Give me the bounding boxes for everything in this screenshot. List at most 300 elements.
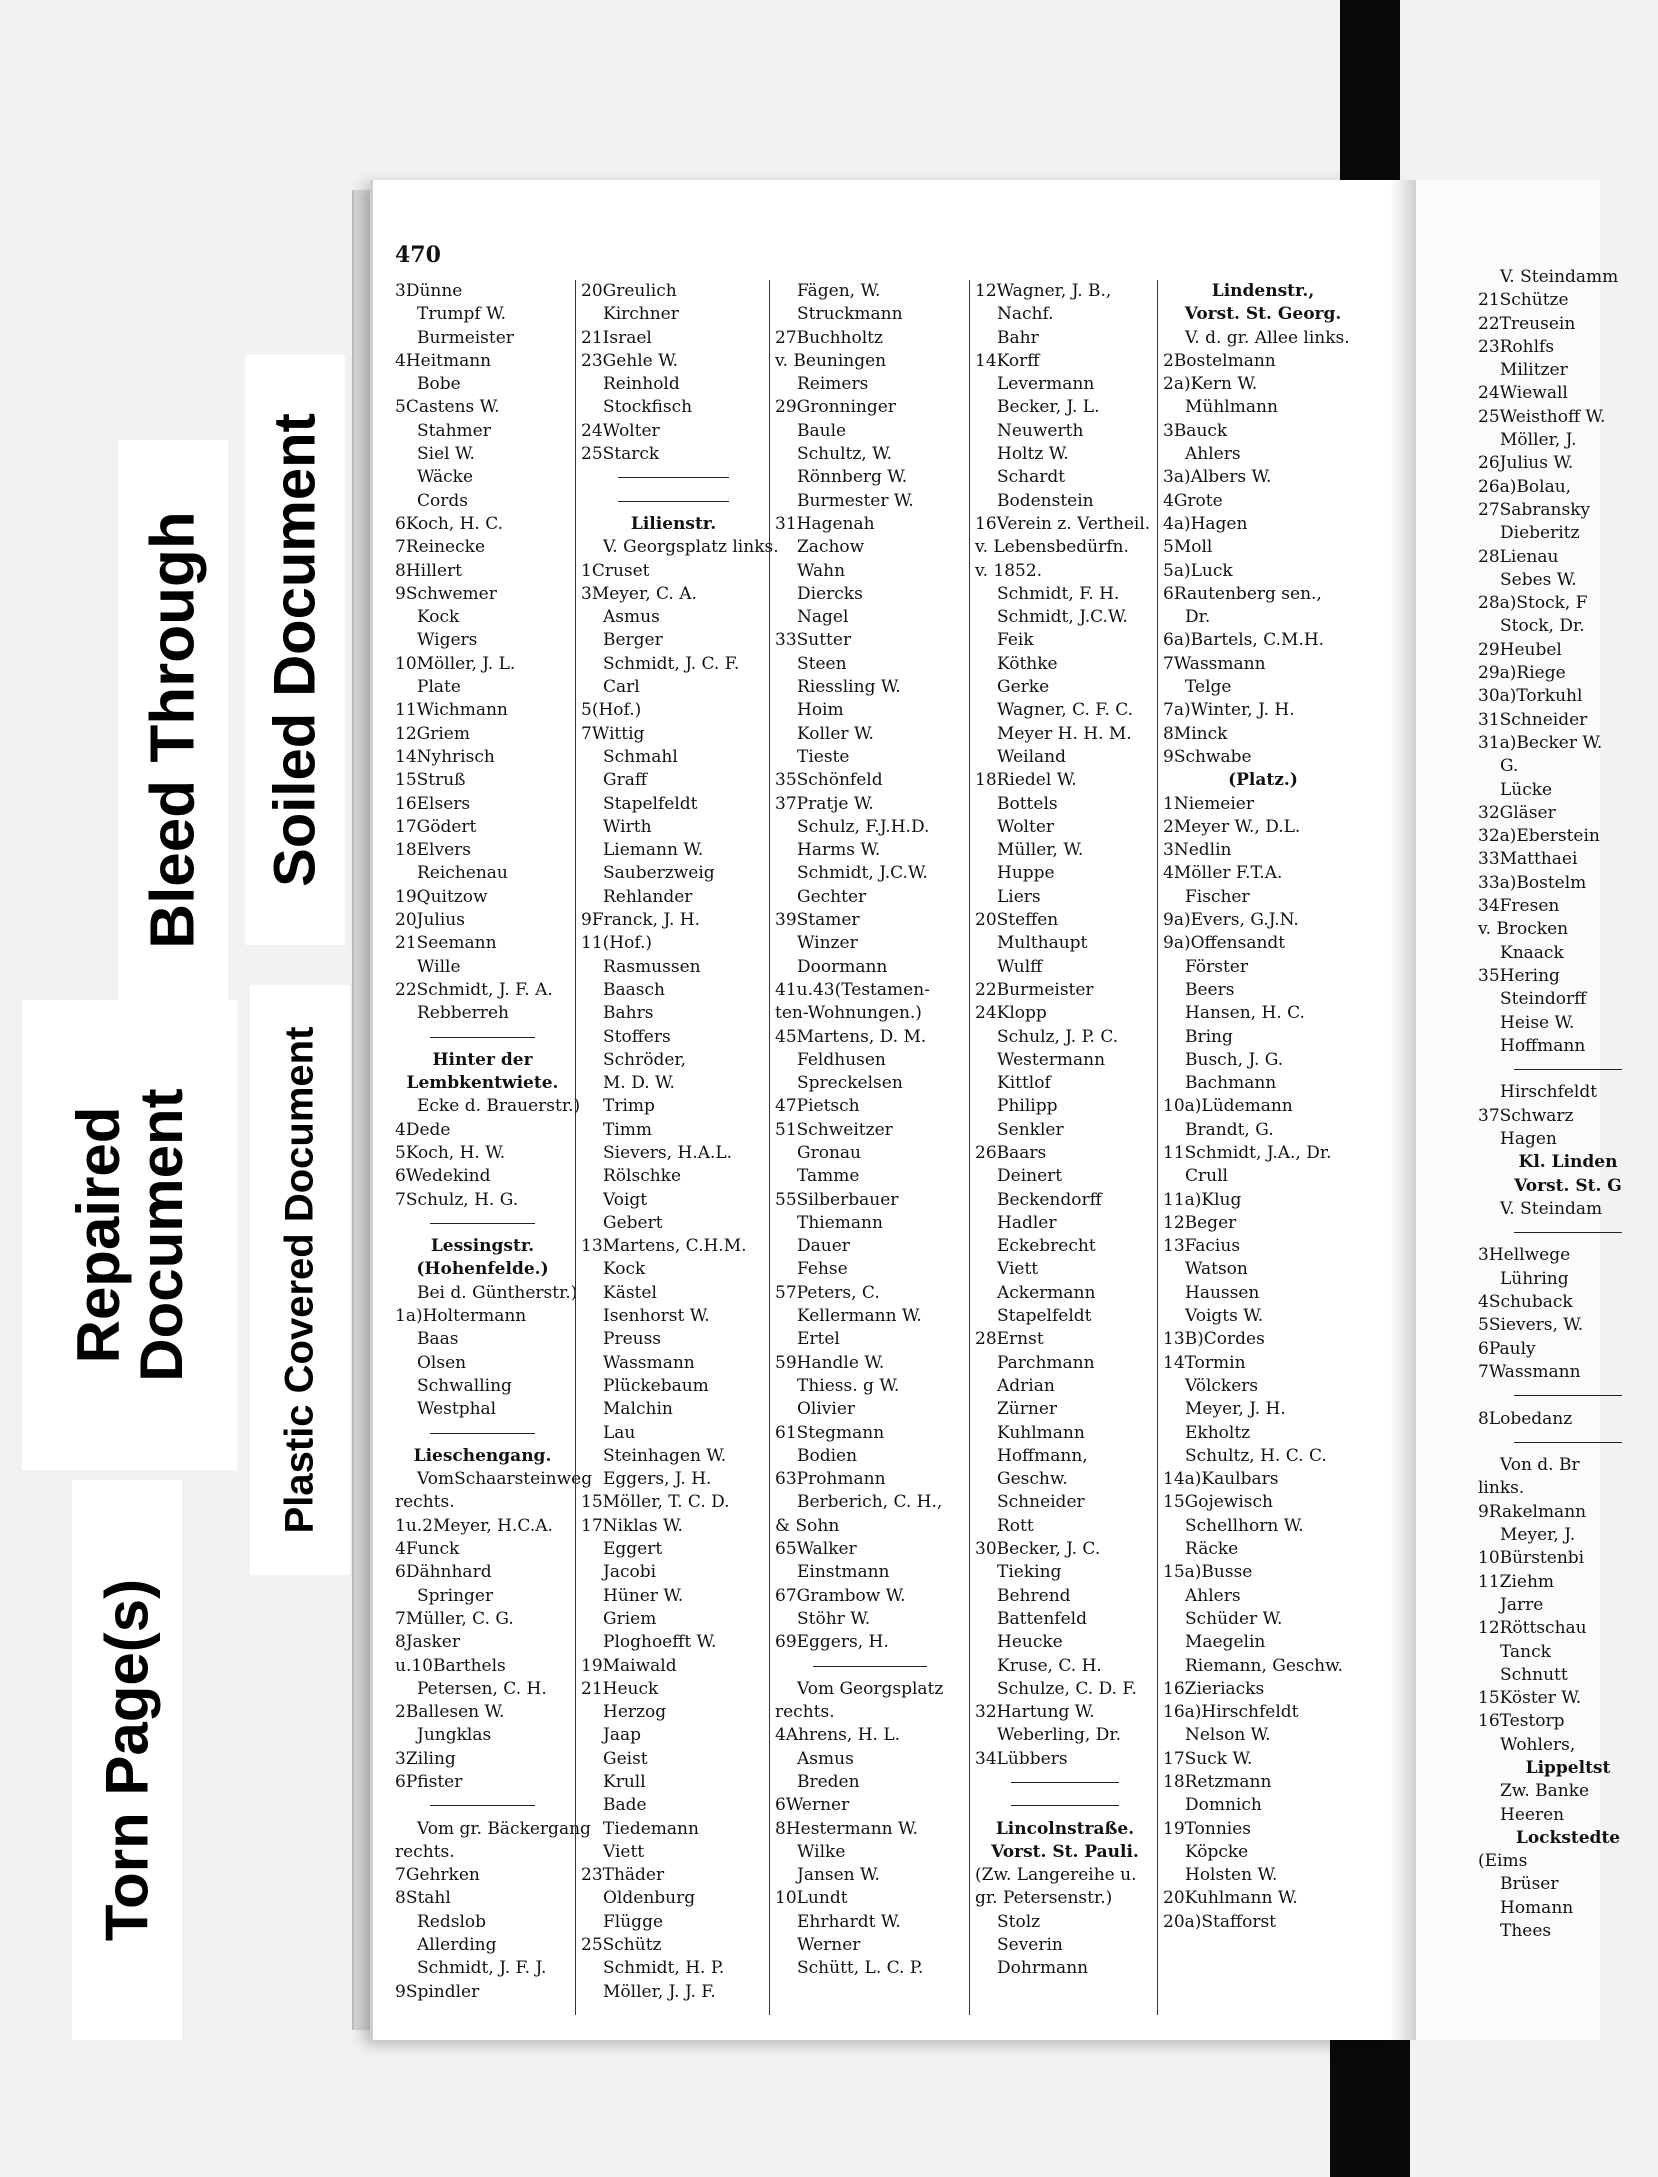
directory-entry: Thees [1500,1921,1552,1942]
directory-entry: Viett [603,1841,645,1862]
directory-entry: Springer [417,1585,494,1606]
directory-entry: 32Hartung W. [975,1702,1095,1723]
directory-entry: Griem [603,1608,657,1629]
directory-entry: Gronau [797,1142,861,1163]
street-heading: Kl. Linden [1518,1152,1618,1173]
directory-entry: gr. Petersenstr.) [975,1888,1113,1909]
column-2 [581,280,779,2004]
directory-entry: 11Ziehm [1478,1571,1555,1592]
directory-entry: Olsen [417,1352,467,1373]
directory-entry: Cords [417,490,468,511]
directory-entry: 6a)Bartels, C.M.H. [1163,630,1325,651]
directory-entry: Schröder, [603,1049,687,1070]
directory-entry: Schmidt, J. F. J. [417,1958,547,1979]
directory-entry: 1Niemeier [1163,793,1254,814]
directory-entry: 8Hestermann W. [775,1818,918,1839]
directory-entry: 19Tonnies [1163,1818,1252,1839]
directory-entry: 13Martens, C.H.M. [581,1236,747,1257]
directory-entry: Schulze, C. D. F. [997,1678,1137,1699]
directory-entry: 69Eggers, H. [775,1632,889,1653]
directory-entry: Levermann [997,374,1095,395]
directory-entry: 4Schuback [1478,1292,1573,1313]
directory-entry: Schwalling [417,1375,512,1396]
directory-entry: 9a)Evers, G.J.N. [1163,910,1299,931]
directory-entry: 18Elvers [395,840,471,861]
directory-entry: 1u.2Meyer, H.C.A. [395,1515,553,1536]
directory-entry: Vom Georgsplatz [797,1678,944,1699]
directory-entry: 15a)Busse [1163,1562,1253,1583]
directory-entry: 28Lienau [1478,546,1559,567]
directory-entry: Parchmann [997,1352,1095,1373]
directory-entry: 24Wolter [581,420,660,441]
directory-entry: 41u.43(Testamen- [775,979,930,1000]
column-3 [775,280,965,1981]
directory-entry: Sebes W. [1500,569,1577,590]
directory-entry: Kruse, C. H. [997,1655,1102,1676]
directory-entry: Schulz, F.J.H.D. [797,816,930,837]
street-heading: Lieschengang. [413,1445,552,1466]
column-rule-4 [1157,280,1158,2015]
directory-entry: Tieste [797,746,850,767]
directory-entry: Jaap [603,1725,641,1746]
directory-entry: 8Stahl [395,1888,451,1909]
directory-entry: Hansen, H. C. [1185,1003,1305,1024]
directory-entry: 26Julius W. [1478,453,1574,474]
directory-entry: Stapelfeldt [997,1306,1092,1327]
directory-entry: Reimers [797,374,869,395]
directory-entry: 11(Hof.) [581,933,653,954]
directory-entry: Ackermann [997,1282,1096,1303]
column-separator [1478,1384,1658,1407]
directory-entry: 21Heuck [581,1678,659,1699]
directory-entry: 30Becker, J. C. [975,1539,1101,1560]
directory-entry: Schneider [997,1492,1085,1513]
directory-entry: 37Pratje W. [775,793,874,814]
directory-entry: G. [1500,756,1519,777]
directory-entry: Kellermann W. [797,1306,922,1327]
scanner-band-bottom [1330,2040,1410,2177]
directory-entry: Malchin [603,1399,673,1420]
directory-entry: 55Silberbauer [775,1189,899,1210]
directory-entry: Wirth [603,816,652,837]
directory-entry: Wigers [417,630,478,651]
directory-entry: Heeren [1500,1804,1565,1825]
directory-entry: 26Baars [975,1142,1047,1163]
directory-entry: Riemann, Geschw. [1185,1655,1344,1676]
directory-entry: 7a)Winter, J. H. [1163,700,1295,721]
directory-entry: 7Wittig [581,723,645,744]
soiled-document-label: Soiled Document [245,355,345,945]
directory-entry: Schmidt, H. P. [603,1958,725,1979]
directory-entry: Feik [997,630,1034,651]
directory-entry: Stapelfeldt [603,793,698,814]
directory-entry: Rasmussen [603,956,701,977]
directory-entry: Bodien [797,1445,858,1466]
directory-entry: 22Treusein [1478,313,1576,334]
street-heading: Lessingstr. [430,1236,535,1257]
directory-entry: Nachf. [997,304,1054,325]
directory-entry: Jansen W. [797,1865,880,1886]
directory-entry: Kittlof [997,1073,1051,1094]
directory-entry: Bade [603,1795,647,1816]
directory-entry: Kuhlmann [997,1422,1085,1443]
directory-entry: Gebert [603,1212,663,1233]
directory-entry: 61Stegmann [775,1422,885,1443]
directory-entry: Meyer H. H. M. [997,723,1132,744]
directory-entry: 33a)Bostelm [1478,872,1587,893]
directory-entry: 16a)Hirschfeldt [1163,1702,1299,1723]
directory-entry: Rehlander [603,886,693,907]
directory-entry: 27Sabransky [1478,499,1591,520]
directory-entry: 4Dede [395,1119,451,1140]
directory-entry: Tamme [797,1166,860,1187]
directory-entry: Burmeister [417,327,514,348]
directory-entry: Trumpf W. [417,304,507,325]
directory-entry: 23Thäder [581,1865,665,1886]
directory-entry: Einstmann [797,1562,890,1583]
directory-entry: 2Ballesen W. [395,1702,505,1723]
directory-entry: Carl [603,677,640,698]
directory-entry: 5Moll [1163,537,1213,558]
directory-entry: Thiess. g W. [797,1375,900,1396]
directory-entry: 9Schwemer [395,583,497,604]
directory-entry: 3Ziling [395,1748,456,1769]
directory-entry: 8Lobedanz [1478,1408,1573,1429]
facing-page [1416,180,1622,2040]
directory-entry: 25Weisthoff W. [1478,406,1606,427]
page-stack-edge [352,190,372,2030]
directory-entry: 10Möller, J. L. [395,653,516,674]
directory-entry: Bring [1185,1026,1233,1047]
directory-entry: 17Gödert [395,816,477,837]
directory-entry: Räcke [1185,1539,1239,1560]
directory-entry: Geschw. [997,1469,1068,1490]
directory-entry: Wilke [797,1841,846,1862]
directory-entry: Severin [997,1935,1063,1956]
directory-entry: 23Gehle W. [581,350,679,371]
directory-entry: 67Grambow W. [775,1585,906,1606]
directory-entry: Domnich [1185,1795,1262,1816]
directory-entry: Wulff [997,956,1043,977]
directory-entry: 6Pfister [395,1772,463,1792]
directory-entry: 30a)Torkuhl [1478,686,1583,707]
directory-entry: Steindorff [1500,989,1587,1010]
directory-entry: Wäcke [417,467,474,488]
directory-entry: Stoffers [603,1026,671,1047]
directory-entry: 20Julius [395,910,465,931]
directory-entry: Möller, J. J. F. [603,1981,716,2002]
street-heading: Vorst. St. Pauli. [991,1841,1139,1862]
directory-entry: 9Spindler [395,1981,480,2002]
directory-entry: Schulz, J. P. C. [997,1026,1119,1047]
directory-entry: Fischer [1185,886,1250,907]
directory-entry: 17Suck W. [1163,1748,1253,1769]
directory-entry: 7Reinecke [395,537,486,558]
directory-entry: Rönnberg W. [797,467,908,488]
directory-entry: 22Schmidt, J. F. A. [395,979,553,1000]
street-heading: (Hohenfelde.) [416,1259,549,1280]
directory-entry: Dieberitz [1500,523,1580,544]
directory-entry: Feldhusen [797,1049,886,1070]
directory-entry: 4Funck [395,1539,460,1560]
column-separator [975,1794,1155,1817]
directory-entry: Wagner, C. F. C. [997,700,1134,721]
directory-entry: Schultz, W. [797,444,893,465]
directory-entry: Krull [603,1772,646,1792]
column-separator [395,1422,570,1445]
directory-entry: 35Schönfeld [775,770,883,791]
directory-entry: Ploghoefft W. [603,1632,717,1653]
directory-entry: VomSchaarsteinweg [417,1469,593,1490]
directory-entry: Senkler [997,1119,1064,1140]
directory-entry: Zürner [997,1399,1058,1420]
directory-entry: 17Niklas W. [581,1515,683,1536]
directory-entry: Holtz W. [997,444,1069,465]
directory-entry: 31Schneider [1478,709,1588,730]
directory-entry: 33Sutter [775,630,852,651]
directory-entry: Kock [603,1259,646,1280]
directory-entry: Burmester W. [797,490,914,511]
column-rule-1 [575,280,576,2015]
directory-entry: Huppe [997,863,1055,884]
directory-entry: 4Grote [1163,490,1223,511]
directory-entry: Bahr [997,327,1039,348]
directory-entry: 14Korff [975,350,1040,371]
directory-entry: 14Nyhrisch [395,746,495,767]
directory-entry: 21Israel [581,327,652,348]
directory-entry: 25Starck [581,444,660,465]
street-heading: Vorst. St. Georg. [1184,304,1342,325]
directory-entry: 14Tormin [1163,1352,1246,1373]
directory-entry: Siel W. [417,444,475,465]
directory-entry: links. [1478,1478,1525,1499]
directory-entry: v. Brocken [1478,919,1569,940]
column-separator [1478,1431,1658,1454]
directory-entry: 23Rohlfs [1478,336,1555,357]
directory-entry: & Sohn [775,1515,840,1536]
directory-entry: 15Struß [395,770,466,791]
directory-entry: 57Peters, C. [775,1282,880,1303]
directory-entry: Gechter [797,886,867,907]
directory-entry: Behrend [997,1585,1071,1606]
directory-entry: Timm [603,1119,653,1140]
street-heading: Lippeltst [1525,1758,1611,1778]
directory-entry: Möller, J. [1500,430,1577,451]
directory-entry: 21Seemann [395,933,497,954]
directory-entry: Rölschke [603,1166,682,1187]
directory-entry: Zw. Banke [1500,1781,1590,1802]
directory-entry: Lau [603,1422,636,1443]
directory-entry: 15Köster W. [1478,1688,1582,1709]
directory-entry: Reichenau [417,863,508,884]
directory-entry: Voigt [603,1189,648,1210]
directory-entry: Westermann [997,1049,1106,1070]
directory-entry: Allerding [417,1935,497,1956]
directory-entry: 45Martens, D. M. [775,1026,927,1047]
directory-entry: 1a)Holtermann [395,1306,527,1327]
directory-entry: 6Koch, H. C. [395,513,504,534]
column-separator [975,1771,1155,1794]
directory-entry: Hüner W. [603,1585,684,1606]
directory-entry: Rebberreh [417,1003,509,1024]
directory-entry: 20Kuhlmann W. [1163,1888,1298,1909]
directory-entry: Stöhr W. [797,1608,871,1629]
directory-entry: Dauer [797,1236,850,1257]
directory-entry: Liemann W. [603,840,704,861]
directory-entry: 25Schütz [581,1935,662,1956]
directory-entry: Brüser [1500,1874,1559,1895]
directory-entry: Preuss [603,1329,662,1350]
directory-entry: 7Müller, C. G. [395,1608,514,1629]
directory-entry: 13B)Cordes [1163,1329,1265,1350]
directory-entry: 34Fresen [1478,896,1560,917]
directory-entry: v. 1852. [975,560,1043,581]
column-5 [1163,280,1363,1934]
directory-entry: Becker, J. L. [997,397,1100,418]
directory-entry: Weberling, Dr. [997,1725,1122,1746]
directory-entry: 15Möller, T. C. D. [581,1492,730,1513]
directory-entry: (Eims [1478,1851,1528,1872]
directory-entry: Wolter [997,816,1055,837]
directory-entry: Schultz, H. C. C. [1185,1445,1327,1466]
directory-entry: Thiemann [797,1212,883,1233]
directory-entry: 9Franck, J. H. [581,910,700,931]
directory-entry: Schütt, L. C. P. [797,1958,924,1979]
directory-entry: Hoim [797,700,844,721]
directory-entry: 11Schmidt, J.A., Dr. [1163,1142,1332,1163]
directory-entry: Fägen, W. [797,281,881,301]
directory-entry: Beckendorff [997,1189,1102,1210]
directory-entry: Busch, J. G. [1185,1049,1284,1070]
directory-entry: Werner [797,1935,861,1956]
directory-entry: Militzer [1500,360,1568,381]
directory-entry: Geist [603,1748,648,1769]
directory-entry: 12Röttschau [1478,1618,1587,1639]
directory-entry: Zachow [797,537,865,558]
column-separator [395,1794,570,1817]
street-heading: (Platz.) [1228,770,1298,791]
directory-entry: 16Zieriacks [1163,1678,1265,1699]
directory-entry: V. Steindamm [1500,267,1619,287]
directory-entry: 29Heubel [1478,639,1562,660]
directory-entry: Kirchner [603,304,679,325]
directory-entry: Petersen, C. H. [417,1678,547,1699]
directory-entry: Neuwerth [997,420,1084,441]
directory-entry: 27Buchholtz [775,327,883,348]
directory-entry: Flügge [603,1911,664,1932]
directory-entry: 5(Hof.) [581,700,642,721]
directory-entry: 19Quitzow [395,886,488,907]
street-heading: Hinter der [432,1049,533,1070]
book-gutter [1390,180,1416,2040]
repaired-document-label: Repaired Document [22,1000,237,1470]
directory-entry: Doormann [797,956,888,977]
directory-entry: Stockfisch [603,397,693,418]
directory-entry: Meyer, J. [1500,1525,1576,1546]
directory-entry: 7Wassmann [1163,653,1266,674]
column-separator [395,1026,570,1049]
directory-entry: Steinhagen W. [603,1445,727,1466]
directory-entry: Voigts W. [1185,1306,1264,1327]
directory-entry: Hagen [1500,1128,1557,1149]
directory-entry: 10Lundt [775,1888,848,1909]
directory-entry: 65Walker [775,1539,857,1560]
directory-entry: Schnutt [1500,1664,1568,1685]
directory-entry: u.10Barthels [395,1655,506,1676]
directory-entry: Tiedemann [603,1818,699,1839]
directory-entry: Harms W. [797,840,881,861]
directory-entry: Sauberzweig [603,863,715,884]
directory-entry: Dohrmann [997,1958,1089,1979]
directory-entry: Viett [997,1259,1039,1280]
directory-entry: Homann [1500,1897,1574,1918]
directory-entry: Plückebaum [603,1375,709,1396]
column-separator [1478,1221,1658,1244]
directory-entry: Reinhold [603,374,680,395]
directory-entry: Ecke d. Brauerstr.) [417,1096,581,1117]
directory-entry: Heise W. [1500,1012,1575,1033]
directory-entry: 20Steffen [975,910,1059,931]
facing-column [1478,266,1658,1943]
directory-entry: Köpcke [1185,1841,1249,1862]
directory-entry: 22Burmeister [975,979,1094,1000]
directory-entry: v. Beuningen [775,350,887,371]
directory-entry: Crull [1185,1166,1228,1187]
plastic-covered-label: Plastic Covered Document [250,985,350,1575]
directory-entry: V. Steindam [1500,1198,1603,1219]
directory-entry: rechts. [395,1492,455,1513]
directory-entry: Watson [1185,1259,1248,1280]
directory-entry: Trimp [603,1096,655,1117]
directory-entry: 6Werner [775,1795,850,1816]
directory-entry: 16Testorp [1478,1711,1565,1732]
directory-entry: Nelson W. [1185,1725,1271,1746]
directory-entry: Nagel [797,607,849,628]
directory-entry: 9Rakelmann [1478,1501,1587,1522]
directory-entry: M. D. W. [603,1073,675,1094]
directory-entry: 39Stamer [775,910,860,931]
directory-entry: 2a)Kern W. [1163,374,1258,395]
directory-entry: 28a)Stock, F [1478,593,1588,614]
directory-entry: 47Pietsch [775,1096,860,1117]
directory-entry: 7Wassmann [1478,1361,1581,1382]
directory-entry: Ahlers [1185,1585,1241,1606]
directory-entry: Deinert [997,1166,1063,1187]
directory-entry: 3Hellwege [1478,1245,1571,1266]
directory-entry: 8Jasker [395,1632,460,1653]
scanner-band-top [1340,0,1400,185]
column-separator [775,1655,965,1678]
column-separator [1478,1058,1658,1081]
directory-entry: Wille [417,956,461,977]
directory-entry: Haussen [1185,1282,1260,1303]
directory-entry: ten-Wohnungen.) [775,1003,922,1024]
directory-entry: Wohlers, [1500,1734,1576,1755]
directory-entry: Meyer, J. H. [1185,1399,1286,1420]
directory-entry: 10Bürstenbi [1478,1548,1585,1569]
directory-entry: Redslob [417,1911,487,1932]
directory-entry: Mühlmann [1185,397,1278,418]
directory-entry: Eggers, J. H. [603,1469,712,1490]
directory-entry: 13Facius [1163,1236,1241,1257]
directory-entry: 20a)Stafforst [1163,1911,1277,1932]
directory-entry: rechts. [395,1841,455,1862]
directory-entry: Hoffmann, [997,1445,1088,1466]
directory-entry: 29Gronninger [775,397,896,418]
directory-entry: Adrian [997,1375,1055,1396]
directory-entry: Weiland [997,746,1066,767]
directory-entry: 15Gojewisch [1163,1492,1273,1513]
